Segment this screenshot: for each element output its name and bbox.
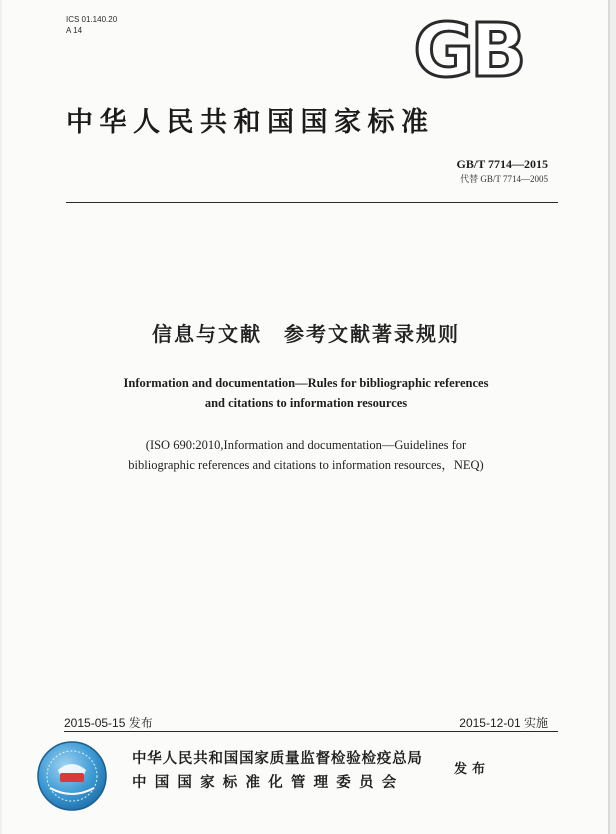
anti-counterfeit-seal-icon [36, 740, 108, 812]
iso-reference-line1: (ISO 690:2010,Information and documentation—Guidelines for [145, 438, 467, 452]
title-english [2, 373, 610, 413]
issue-date: 2015-05-15 发布 [64, 716, 153, 730]
issuer-line1: 中华人民共和国国家质量监督检验检疫总局 [132, 751, 423, 767]
replaces-standard: 代替 GB/T 7714—2005 [460, 174, 548, 184]
title-chinese: 信息与文献 参考文献著录规则 [152, 322, 460, 346]
document-page [2, 0, 610, 834]
iso-reference-line2: bibliographic references and citations to information resources，NEQ) [128, 458, 484, 472]
title-english-line2: and citations to information resources [204, 396, 408, 410]
header-divider [66, 202, 558, 203]
standard-type: 中华人民共和国国家标准 [66, 107, 435, 138]
issuer-line2: 中国国家标准化管理委员会 [132, 775, 405, 791]
issuing-authorities [132, 747, 423, 795]
ics-code: ICS 01.140.20 [66, 15, 118, 24]
footer-divider [64, 731, 558, 732]
implementation-date: 2015-12-01 实施 [459, 716, 548, 730]
iso-reference [2, 435, 610, 475]
title-english-line1: Information and documentation—Rules for bibliographic references [123, 376, 489, 390]
ccs-code: A 14 [66, 26, 83, 35]
gb-logo-text: GB [413, 18, 523, 82]
publish-label: 发布 [454, 762, 491, 777]
standard-number: GB/T 7714—2015 [456, 157, 548, 171]
gb-logo-icon [406, 18, 530, 82]
